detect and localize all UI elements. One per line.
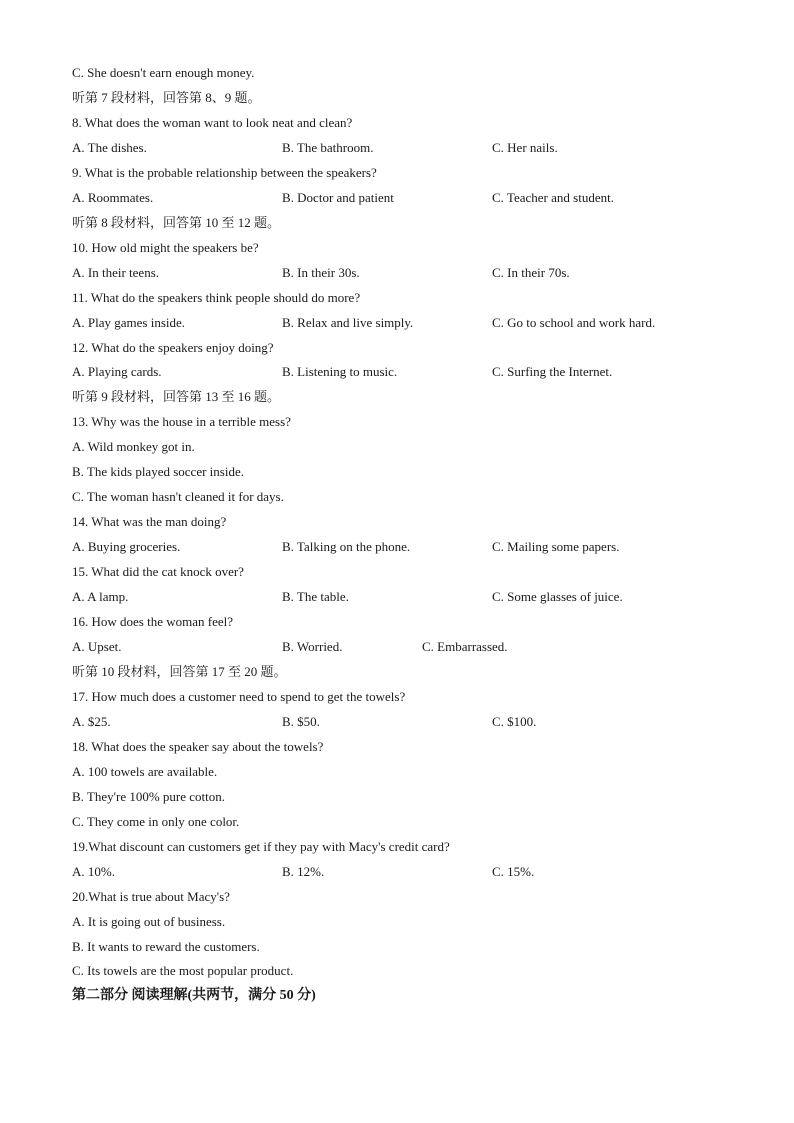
q13-option-c: C. The woman hasn't cleaned it for days. bbox=[72, 489, 284, 504]
q10-option-a: A. In their teens. bbox=[72, 265, 160, 280]
q18-option-a: A. 100 towels are available. bbox=[72, 764, 218, 779]
q11-option-a: A. Play games inside. bbox=[72, 315, 186, 330]
question-17: 17. How much does a customer need to spend to get the towels? bbox=[72, 689, 406, 704]
q8-option-c: C. Her nails. bbox=[492, 140, 558, 155]
q16-option-c: C. Embarrassed. bbox=[422, 639, 508, 654]
q17-option-c: C. $100. bbox=[492, 714, 537, 729]
listening-instruction: 听第 8 段材料，回答第 10 至 12 题。 bbox=[72, 215, 281, 230]
section-heading: 第二部分 阅读理解(共两节，满分 50 分) bbox=[72, 988, 316, 1003]
question-20: 20.What is true about Macy's? bbox=[72, 889, 230, 904]
q16-option-b: B. Worried. bbox=[282, 639, 343, 654]
q12-option-a: A. Playing cards. bbox=[72, 364, 162, 379]
q12-option-b: B. Listening to music. bbox=[282, 364, 398, 379]
listening-instruction: 听第 9 段材料，回答第 13 至 16 题。 bbox=[72, 389, 281, 404]
q15-option-c: C. Some glasses of juice. bbox=[492, 589, 623, 604]
q20-option-a: A. It is going out of business. bbox=[72, 914, 226, 929]
q17-option-b: B. $50. bbox=[282, 714, 320, 729]
question-13: 13. Why was the house in a terrible mess? bbox=[72, 414, 291, 429]
q14-option-c: C. Mailing some papers. bbox=[492, 539, 620, 554]
q10-option-b: B. In their 30s. bbox=[282, 265, 360, 280]
q11-option-b: B. Relax and live simply. bbox=[282, 315, 414, 330]
q12-option-c: C. Surfing the Internet. bbox=[492, 364, 613, 379]
q13-option-b: B. The kids played soccer inside. bbox=[72, 464, 244, 479]
q20-option-c: C. Its towels are the most popular product. bbox=[72, 963, 294, 978]
question-15: 15. What did the cat knock over? bbox=[72, 564, 244, 579]
q15-option-a: A. A lamp. bbox=[72, 589, 129, 604]
question-16: 16. How does the woman feel? bbox=[72, 614, 234, 629]
q19-option-c: C. 15%. bbox=[492, 864, 535, 879]
q20-option-b: B. It wants to reward the customers. bbox=[72, 939, 260, 954]
q19-option-b: B. 12%. bbox=[282, 864, 325, 879]
listening-instruction: 听第 10 段材料，回答第 17 至 20 题。 bbox=[72, 664, 287, 679]
answer-option: C. She doesn't earn enough money. bbox=[72, 65, 255, 80]
q19-option-a: A. 10%. bbox=[72, 864, 115, 879]
q9-option-c: C. Teacher and student. bbox=[492, 190, 614, 205]
q9-option-b: B. Doctor and patient bbox=[282, 190, 394, 205]
q18-option-b: B. They're 100% pure cotton. bbox=[72, 789, 226, 804]
question-8: 8. What does the woman want to look neat and clean? bbox=[72, 115, 353, 130]
question-12: 12. What do the speakers enjoy doing? bbox=[72, 340, 274, 355]
q11-option-c: C. Go to school and work hard. bbox=[492, 315, 656, 330]
q14-option-a: A. Buying groceries. bbox=[72, 539, 181, 554]
question-10: 10. How old might the speakers be? bbox=[72, 240, 259, 255]
q8-option-b: B. The bathroom. bbox=[282, 140, 374, 155]
q15-option-b: B. The table. bbox=[282, 589, 349, 604]
q13-option-a: A. Wild monkey got in. bbox=[72, 439, 195, 454]
q10-option-c: C. In their 70s. bbox=[492, 265, 570, 280]
question-11: 11. What do the speakers think people should do more? bbox=[72, 290, 361, 305]
question-19: 19.What discount can customers get if they pay with Macy's credit card? bbox=[72, 839, 450, 854]
question-14: 14. What was the man doing? bbox=[72, 514, 227, 529]
question-9: 9. What is the probable relationship between the speakers? bbox=[72, 165, 377, 180]
q18-option-c: C. They come in only one color. bbox=[72, 814, 240, 829]
q14-option-b: B. Talking on the phone. bbox=[282, 539, 411, 554]
q17-option-a: A. $25. bbox=[72, 714, 111, 729]
q16-option-a: A. Upset. bbox=[72, 639, 122, 654]
q8-option-a: A. The dishes. bbox=[72, 140, 147, 155]
listening-instruction: 听第 7 段材料，回答第 8、9 题。 bbox=[72, 90, 261, 105]
q9-option-a: A. Roommates. bbox=[72, 190, 154, 205]
question-18: 18. What does the speaker say about the towels? bbox=[72, 739, 324, 754]
